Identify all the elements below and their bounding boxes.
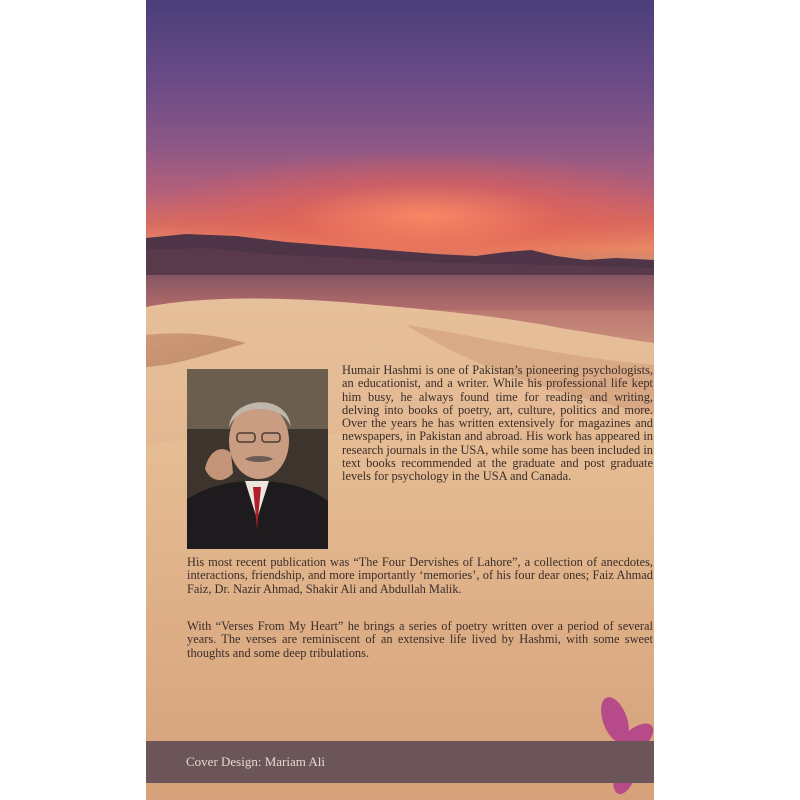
bio-paragraph-2: His most recent publication was “The Four Dervishes of Lahore”, a collection of anecdotes, interactions, friendship, and more importantly ‘memories’, of his four dear ones; Faiz Ahmad Faiz, Dr. Nazir Ahmad, Shakir Ali and Abdullah Malik. [187, 555, 653, 596]
bio-paragraph-3: With “Verses From My Heart” he brings a series of poetry written over a period of several years. The verses are reminiscent of an extensive life lived by Hashmi, with some sweet thoughts and some deep tribulations. [187, 619, 653, 660]
cover-design-credit: Cover Design: Mariam Ali [186, 754, 326, 769]
bio-paragraph-1: Humair Hashmi is one of Pakistan’s pioneering psychologists, an educationist, and a writer. While his professional life kept him busy, he always found time for reading and writing, delving into books of poetry, art, culture, politics and more. Over the years he has written extensively for magazines and newspapers, in Pakistan and abroad. His work has appeared in research journals in the USA, while some has been included in text books recommended at the graduate and post graduate levels for psychology in the USA and Canada. [342, 363, 653, 484]
author-portrait-icon [187, 369, 328, 549]
portrait-drawing [187, 369, 328, 549]
